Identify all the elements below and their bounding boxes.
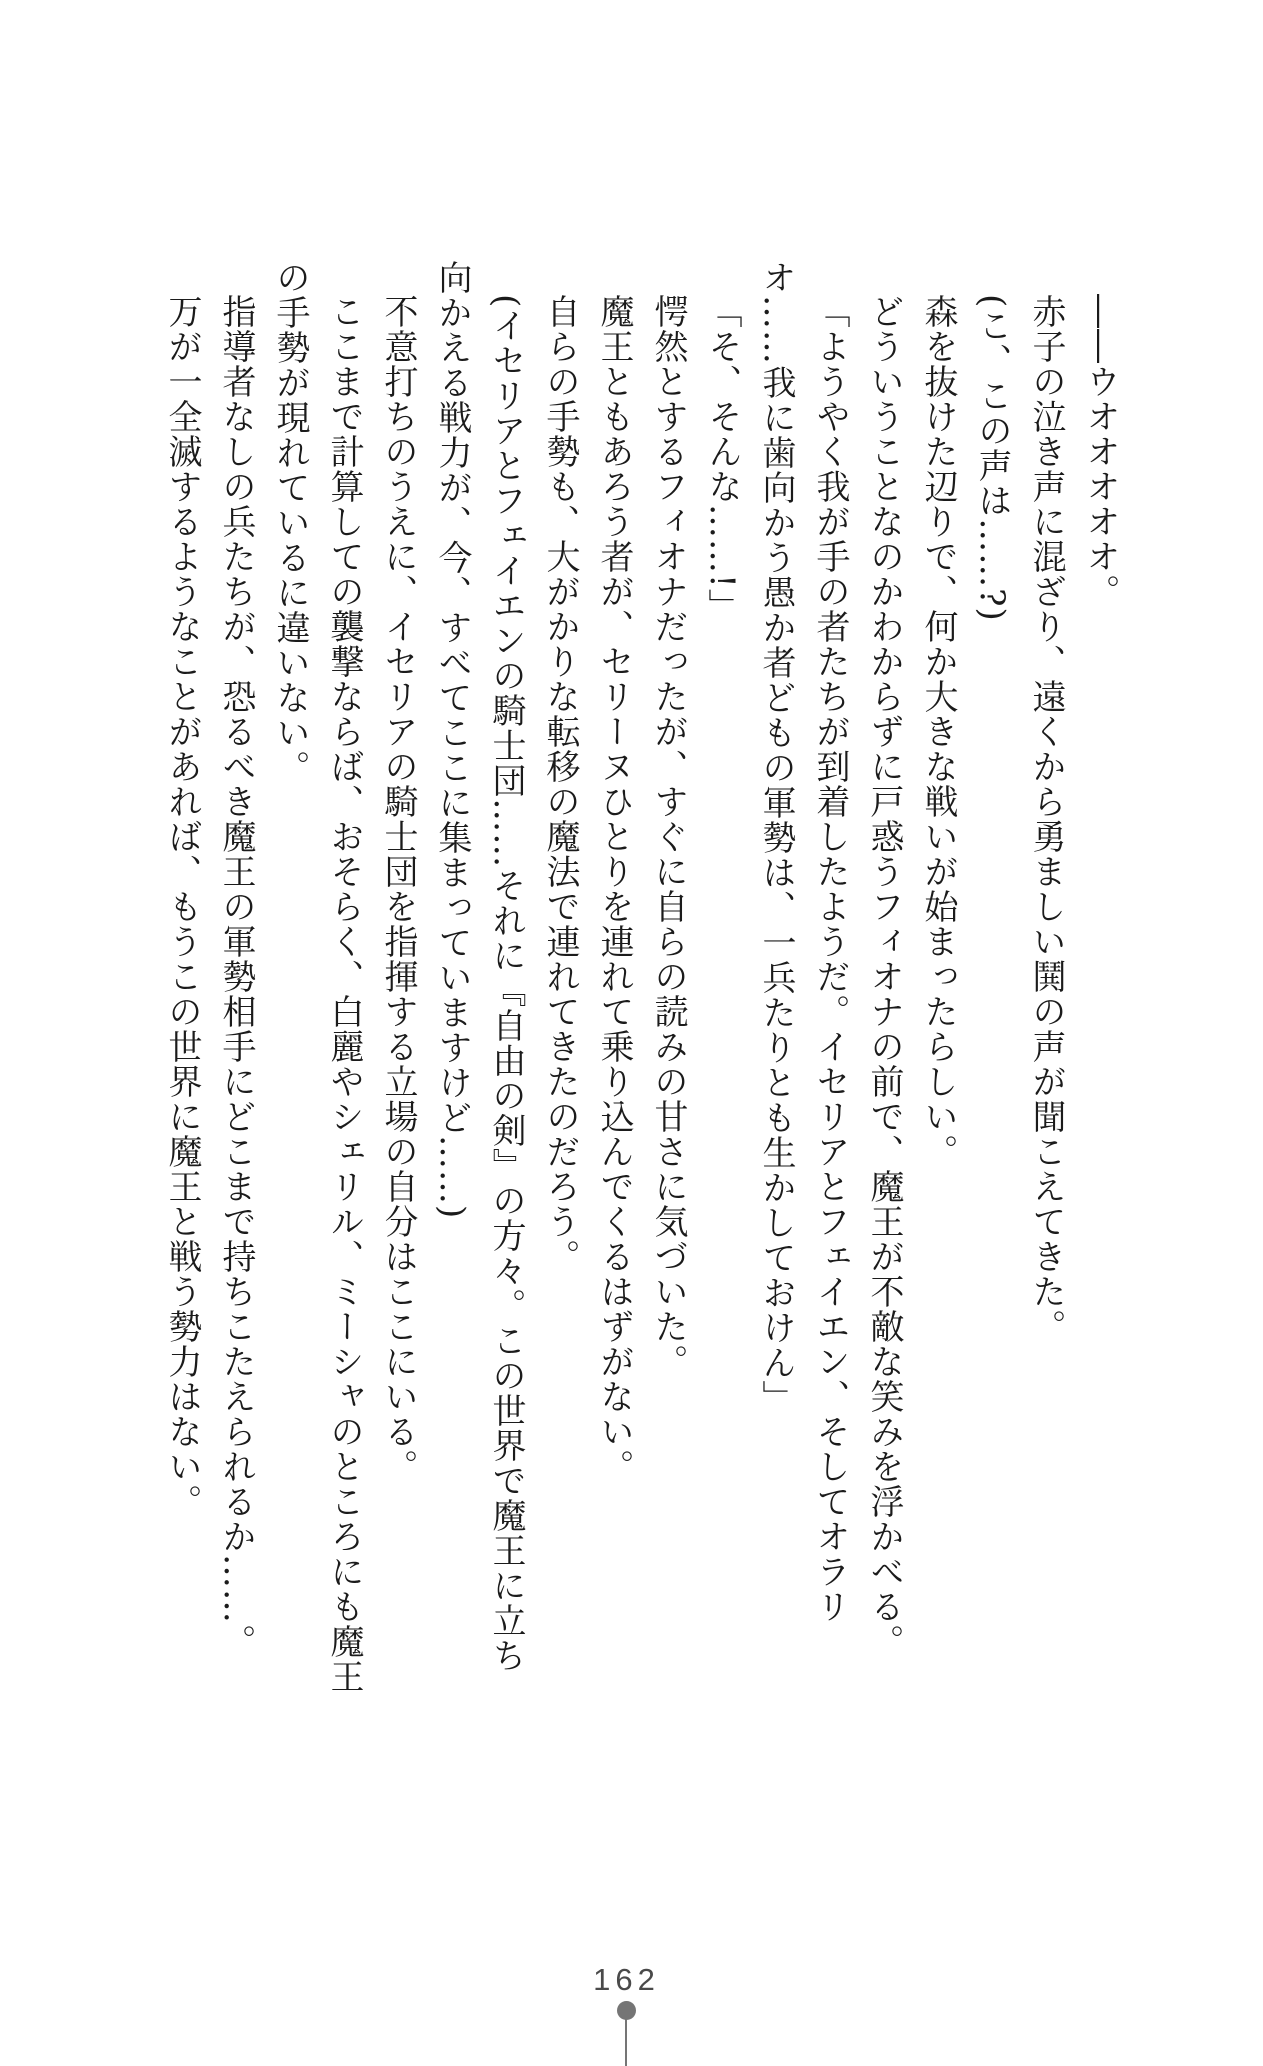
paragraph: 愕然とするフィオナだったが、すぐに自らの読みの甘さに気づいた。 bbox=[648, 294, 688, 1379]
paragraph: 「そ、そんな……!」 bbox=[702, 294, 742, 624]
paragraph: ここまで計算しての襲撃ならば、おそらく、白麗やシェリル、ミーシャのところにも魔王の手勢が現れているに違いない。 bbox=[270, 260, 364, 1694]
paragraph: (こ、この声は……?) bbox=[972, 294, 1012, 622]
paragraph: 「ようやく我が手の者たちが到着したようだ。イセリアとフェイエン、そしてオラリオ……我に歯向かう愚か者どもの軍勢は、一兵たりとも生かしておけん」 bbox=[756, 260, 850, 1624]
body-text bbox=[155, 260, 1127, 1696]
footer-ornament-line bbox=[625, 2016, 627, 2066]
paragraph: 指導者なしの兵たちが、恐るべき魔王の軍勢相手にどこまで持ちこたえられるか……。 bbox=[216, 294, 256, 1659]
paragraph: どういうことなのかわからずに戸惑うフィオナの前で、魔王が不敵な笑みを浮かべる。 bbox=[864, 294, 904, 1659]
page-number: 162 bbox=[593, 1962, 660, 1997]
paragraph: 赤子の泣き声に混ざり、遠くから勇ましい鬨の声が聞こえてきた。 bbox=[1026, 294, 1066, 1344]
paragraph: 森を抜けた辺りで、何か大きな戦いが始まったらしい。 bbox=[918, 294, 958, 1169]
paragraph: 魔王ともあろう者が、セリーヌひとりを連れて乗り込んでくるはずがない。 bbox=[594, 294, 634, 1484]
paragraph: (イセリアとフェイエンの騎士団……それに『自由の剣』の方々。この世界で魔王に立ち向かえる戦力が、今、すべてここに集まっていますけど……) bbox=[432, 260, 526, 1674]
paragraph: 自らの手勢も、大がかりな転移の魔法で連れてきたのだろう。 bbox=[540, 294, 580, 1274]
paragraph: 不意打ちのうえに、イセリアの騎士団を指揮する立場の自分はここにいる。 bbox=[378, 294, 418, 1484]
paragraph: ――ウオオオオオ。 bbox=[1080, 294, 1120, 609]
paragraph: 万が一全滅するようなことがあれば、もうこの世界に魔王と戦う勢力はない。 bbox=[162, 294, 202, 1519]
